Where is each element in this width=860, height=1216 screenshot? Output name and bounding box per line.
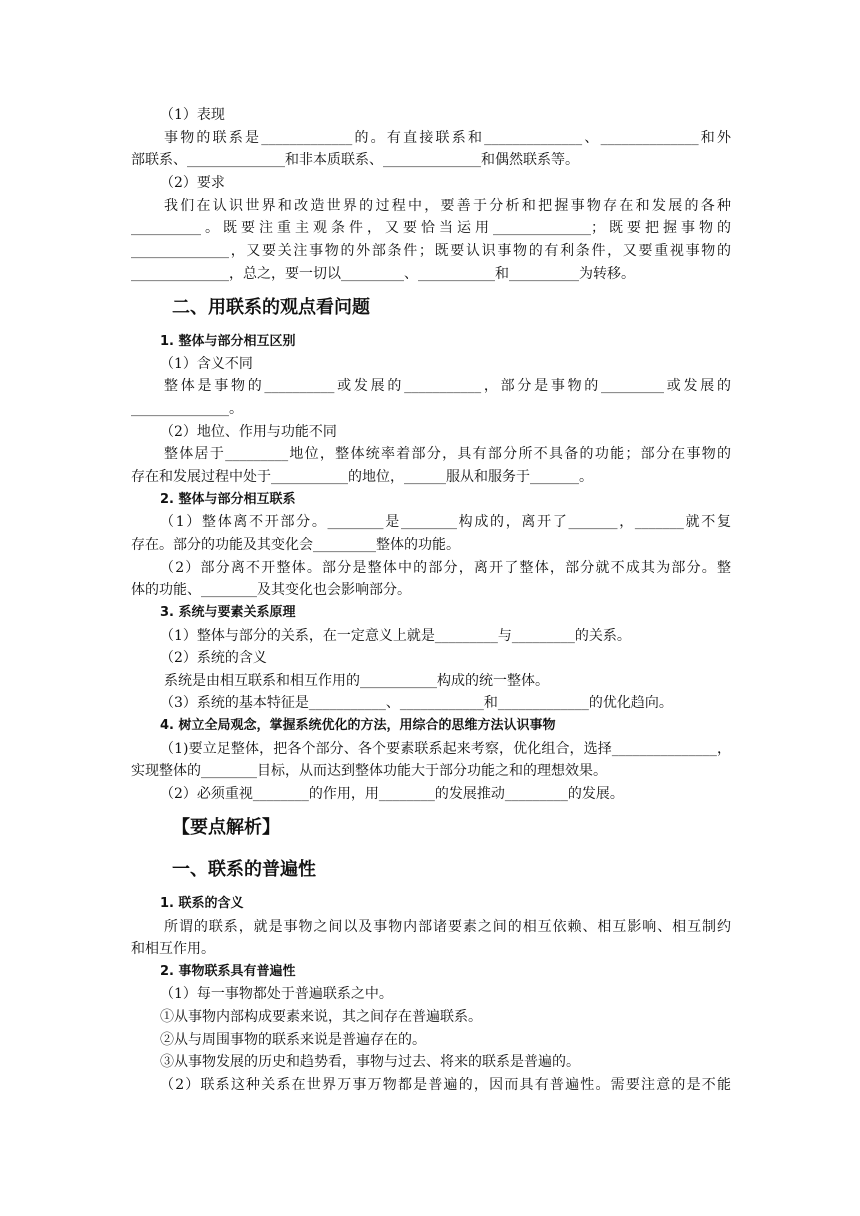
- paragraph-line: （2）联系这种关系在世界万事万物都是普遍的，因而具有普遍性。需要注意的是不能: [160, 1077, 731, 1093]
- paragraph-line: （1）每一事物都处于普遍联系之中。: [160, 986, 393, 1002]
- list-item: ②从与周围事物的联系来说是普遍存在的。: [160, 1032, 426, 1048]
- list-item: ①从事物内部构成要素来说，其之间存在普遍联系。: [160, 1009, 482, 1025]
- paragraph-line: ______________，又要关注事物的外部条件；既要认识事物的有利条件，又要重视事物的: [131, 243, 731, 259]
- paragraph-line: 所谓的联系，就是事物之间以及事物内部诸要素之间的相互依赖、相互影响、相互制约: [164, 919, 731, 935]
- list-item: ③从事物发展的历史和趋势看，事物与过去、将来的联系是普遍的。: [160, 1054, 580, 1070]
- paragraph-line: 事物的联系是_____________的。有直接联系和______________、______________和外: [164, 130, 731, 146]
- paragraph-line: ______________。: [131, 401, 243, 417]
- numbered-heading: 2. 事物联系具有普遍性: [160, 964, 296, 979]
- paragraph-line: （2）必须重视________的作用，用________的发展推动_________的发展。: [160, 786, 624, 802]
- numbered-heading: 1. 整体与部分相互区别: [160, 334, 296, 349]
- paragraph-line: （1）整体与部分的关系，在一定意义上就是_________与_________的关系。: [160, 628, 631, 644]
- key-points-heading: 【要点解析】: [172, 817, 280, 838]
- section-heading: 一、联系的普遍性: [172, 859, 316, 880]
- paragraph-line: 实现整体的________目标，从而达到整体功能大于部分功能之和的理想效果。: [131, 763, 607, 779]
- paragraph-line: 和相互作用。: [131, 941, 215, 957]
- paragraph-line: 存在和发展过程中处于___________的地位，______服从和服务于_______。: [131, 469, 593, 485]
- section-heading: 二、用联系的观点看问题: [172, 297, 370, 318]
- paragraph-line: （3）系统的基本特征是___________、____________和_____________的优化趋向。: [160, 695, 673, 711]
- subhead-biaoxian: （1）表现: [160, 107, 225, 123]
- numbered-heading: 3. 系统与要素关系原理: [160, 605, 296, 620]
- subhead: （2）地位、作用与功能不同: [160, 424, 337, 440]
- subhead: （1）含义不同: [160, 356, 253, 372]
- numbered-heading: 4. 树立全局观念，掌握系统优化的方法，用综合的思维方法认识事物: [160, 718, 556, 733]
- subhead: （2）系统的含义: [160, 650, 267, 666]
- paragraph-line: 系统是由相互联系和相互作用的___________构成的统一整体。: [164, 673, 549, 689]
- paragraph-line: ______________，总之，要一切以_________、___________和__________为转移。: [131, 266, 635, 282]
- paragraph-line: 部联系、______________和非本质联系、______________和偶然联系等。: [131, 152, 579, 168]
- paragraph-line: 存在。部分的功能及其变化会_________整体的功能。: [131, 537, 460, 553]
- paragraph-line: 整体是事物的__________或发展的___________，部分是事物的_________或发展的: [164, 378, 731, 394]
- paragraph-line: （1)要立足整体，把各个部分、各个要素联系起来考察，优化组合，选择_______________，: [160, 741, 731, 757]
- subhead-yaoqiu: （2）要求: [160, 175, 225, 191]
- paragraph-line: __________。既要注重主观条件，又要恰当运用______________；既要把握事物的: [131, 220, 731, 236]
- numbered-heading: 1. 联系的含义: [160, 896, 244, 911]
- paragraph-line: 我们在认识世界和改造世界的过程中，要善于分析和把握事物存在和发展的各种: [164, 198, 731, 214]
- paragraph-line: 整体居于_________地位，整体统率着部分，具有部分所不具备的功能；部分在事物的: [164, 446, 731, 462]
- paragraph-line: （1）整体离不开部分。________是________构成的，离开了_______，_______就不复: [160, 514, 731, 530]
- paragraph-line: （2）部分离不开整体。部分是整体中的部分，离开了整体，部分就不成其为部分。整: [160, 560, 731, 576]
- numbered-heading: 2. 整体与部分相互联系: [160, 492, 296, 507]
- paragraph-line: 体的功能、________及其变化也会影响部分。: [131, 582, 411, 598]
